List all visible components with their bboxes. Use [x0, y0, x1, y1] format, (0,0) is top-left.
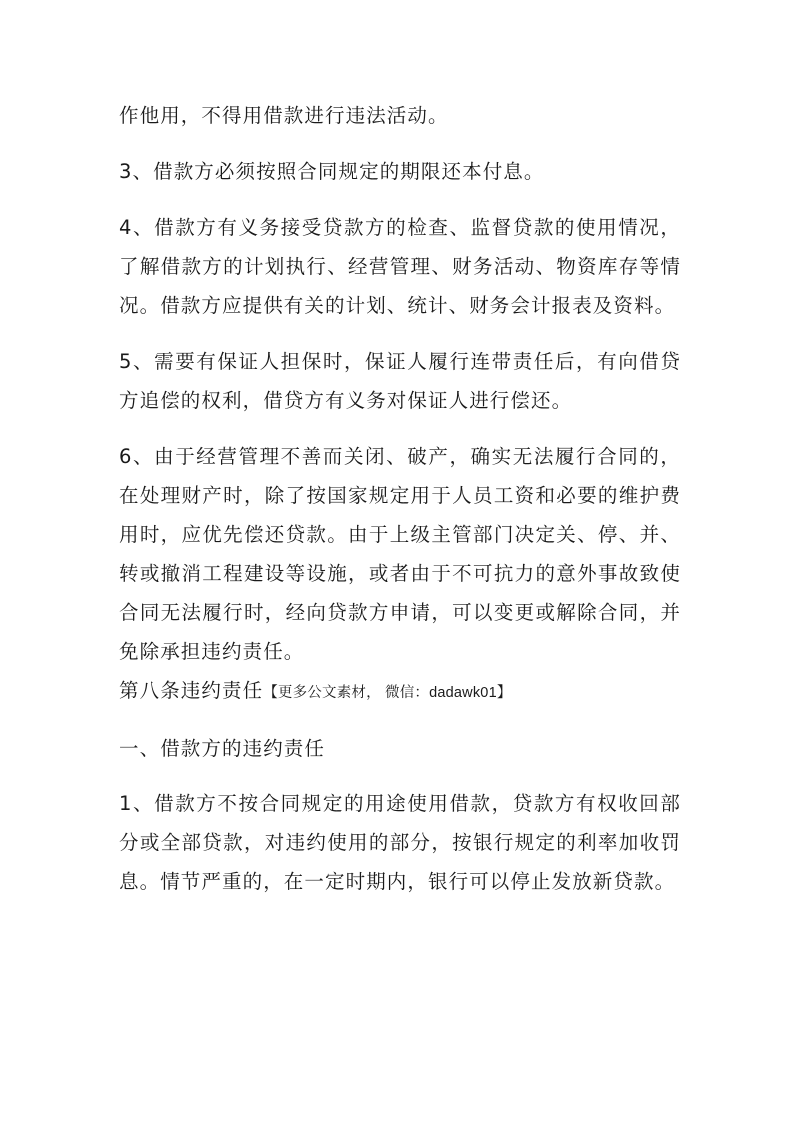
section-heading: 一、借款方的违约责任	[119, 737, 326, 760]
paragraph-clause-4: 4、借款方有义务接受贷款方的检查、监督贷款的使用情况，了解借款方的计划执行、经营管理、财务活动、物资库存等情况。借款方应提供有关的计划、统计、财务会计报表及资料。	[119, 216, 681, 317]
paragraph-clause-3: 3、借款方必须按照合同规定的期限还本付息。	[119, 160, 545, 183]
paragraph-clause-6: 6、由于经营管理不善而关闭、破产，确实无法履行合同的，在处理财产时，除了按国家规定用于人员工资和必要的维护费用时，应优先偿还贷款。由于上级主管部门决定关、停、并、转或撤消工程建设等设施，或者由于不可抗力的意外事故致使合同无法履行时，经向贷款方申请，可以变更或解除合同，并免除承担违约责任。	[119, 445, 681, 663]
paragraph-clause-5: 5、需要有保证人担保时，保证人履行连带责任后，有向借贷方追偿的权利，借贷方有义务对保证人进行偿还。	[119, 350, 681, 412]
paragraph-continuation: 作他用，不得用借款进行违法活动。	[119, 104, 449, 127]
article-heading-row	[119, 671, 681, 713]
article-heading: 第八条违约责任	[119, 679, 264, 702]
paragraph-breach-clause-1: 1、借款方不按合同规定的用途使用借款，贷款方有权收回部分或全部贷款，对违约使用的部分，按银行规定的利率加收罚息。情节严重的，在一定时期内，银行可以停止发放新贷款。	[119, 792, 681, 893]
promo-text: 【更多公文素材， 微信：dadawk01】	[263, 685, 512, 701]
document-body	[119, 96, 681, 901]
